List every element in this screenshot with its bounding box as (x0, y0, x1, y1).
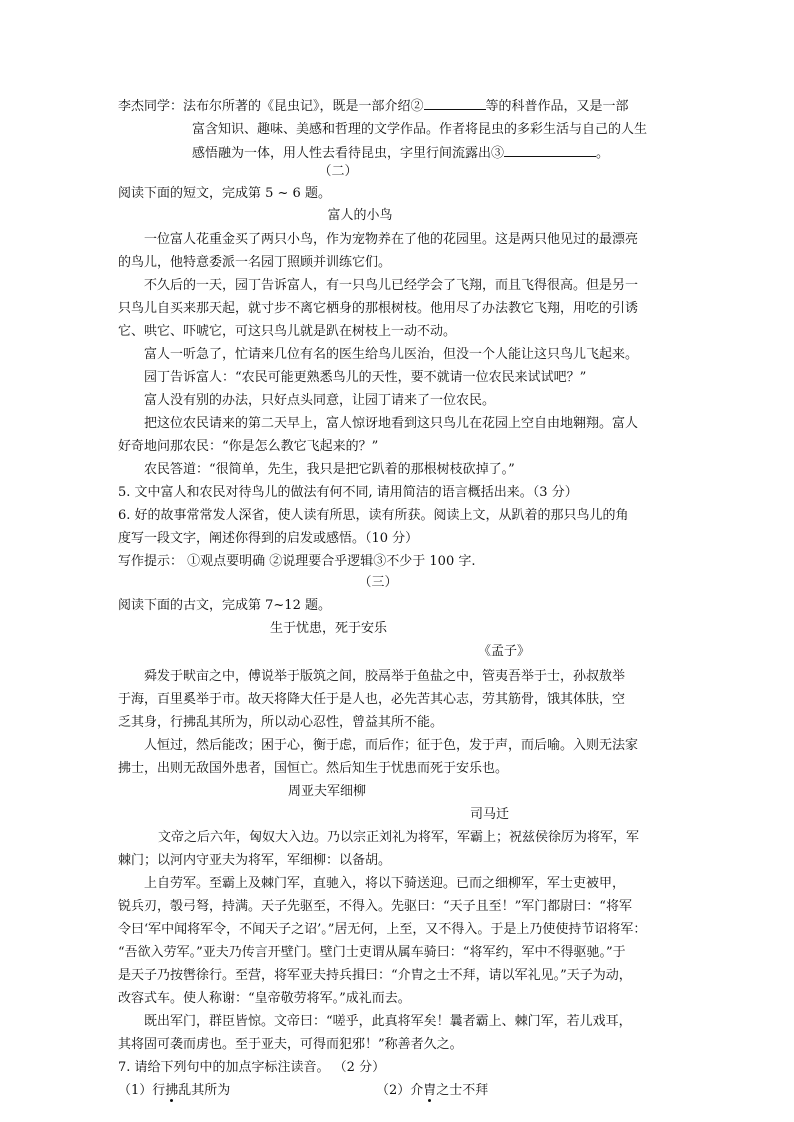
story-line: 园丁告诉富人：“农民可能更熟悉鸟儿的天性，要不就请一位农民来试试吧？” (144, 370, 587, 385)
story-line: 的鸟儿，他特意委派一名园丁照顾并训练它们。 (118, 255, 392, 270)
section2-instruction: 阅读下面的短文，完成第 5 ~ 6 题。 (118, 186, 331, 201)
intro-text: 李杰同学：法布尔所著的《昆虫记》，既是一部介绍② (118, 99, 424, 114)
dotted-character: 拂 (165, 1083, 179, 1098)
classical-line: 既出军门，群臣皆惊。文帝曰：“嗟乎，此真将军矣！曩者霸上、棘门军，若儿戏耳， (144, 1014, 632, 1029)
classical-title-2: 周亚夫军细柳 (288, 784, 367, 799)
classical-line: 锐兵刃，彀弓弩，持满。天子先驱至，不得入。先驱曰：“天子且至！”军门都尉曰：“将军 (118, 899, 632, 914)
intro-line-3 (118, 143, 752, 163)
story-line: 富人一听急了，忙请来几位有名的医生给鸟儿医治，但没一个人能让这只鸟儿飞起来。 (144, 347, 639, 362)
classical-line: 是天子乃按辔徐行。至营，将军亚夫持兵揖曰：“介胄之士不拜，请以军礼见。”天子为动， (118, 968, 632, 983)
classical-line: 拂士，出则无敌国外患者，国恒亡。然后知生于忧患而死于安乐也。 (118, 761, 509, 776)
story-line: 它、哄它、吓唬它，可这只鸟儿就是趴在树枝上一动不动。 (118, 324, 457, 339)
intro-text: 等的科普作品，又是一部 (485, 99, 629, 114)
intro-line-1 (118, 96, 678, 116)
classical-line: “吾欲入劳军。”亚夫乃传言开壁门。壁门士吏谓从属车骑曰：“将军约，军中不得驱驰。”于 (118, 945, 626, 960)
question-7: 7. 请给下列句中的加点字标注读音。 （2 分） (118, 1060, 386, 1075)
classical-line: 人恒过，然后能改；困于心，衡于虑，而后作；征于色，发于声，而后喻。入则无法家 (144, 738, 639, 753)
classical-line: 乏其身，行拂乱其所为，所以动心忍性，曾益其所不能。 (118, 715, 444, 730)
classical-line: 其将固可袭而虏也。至于亚夫，可得而犯邪！”称善者久之。 (118, 1037, 463, 1052)
classical-title-1: 生于忧患，死于安乐 (270, 621, 388, 636)
classical-line: 上自劳军。至霸上及棘门军，直驰入，将以下骑送迎。已而之细柳军，军士吏被甲， (144, 876, 626, 891)
section-heading-2: （二） (318, 164, 358, 179)
question-6-line-2: 度写一段文字，阐述你得到的启发或感悟。（10 分） (118, 531, 419, 546)
intro-line-2: 富含知识、趣味、美感和哲理的文学作品。作者将昆虫的多彩生活与自己的人生 (192, 122, 648, 137)
question-5: 5. 文中富人和农民对待鸟儿的做法有何不同, 请用简洁的语言概括出来。（3 分） (118, 485, 578, 500)
story-title: 富人的小鸟 (327, 208, 393, 223)
story-line: 一位富人花重金买了两只小鸟，作为宠物养在了他的花园里。这是两只他见过的最漂亮 (144, 232, 639, 247)
question-7-item-2: （2）介胄之士不拜 (376, 1083, 489, 1098)
section3-instruction: 阅读下面的古文，完成第 7~12 题。 (118, 598, 331, 613)
answer-blank-3[interactable] (504, 143, 596, 157)
story-line: 只鸟儿自买来那天起，就寸步不离它栖身的那根树枝。他用尽了办法教它飞翔，用吃的引诱 (118, 301, 639, 316)
classical-line: 棘门；以河内守亚夫为将军，军细柳：以备胡。 (118, 853, 392, 868)
story-line: 农民答道：“很简单，先生，我只是把它趴着的那根树枝砍掉了。” (144, 462, 515, 477)
writing-tips: 写作提示： ①观点要明确 ②说理要合乎逻辑③不少于 100 字. (118, 554, 476, 569)
classical-line: 文帝之后六年，匈奴大入边。乃以宗正刘礼为将军，军霸上；祝兹侯徐厉为将军，军 (158, 830, 640, 845)
classical-line: 于海，百里奚举于市。故天将降大任于是人也，必先苦其心志，劳其筋骨，饿其体肤，空 (118, 692, 626, 707)
intro-text: 。 (596, 146, 610, 161)
story-line: 富人没有别的办法，只好点头同意，让园丁请来了一位农民。 (144, 393, 496, 408)
classical-author-2: 司马迁 (470, 807, 510, 822)
section-heading-3: （三） (358, 575, 398, 590)
classical-author-1: 《孟子》 (478, 644, 531, 659)
classical-line: 舜发于畎亩之中，傅说举于版筑之间，胶鬲举于鱼盐之中，管夷吾举于士，孙叔敖举 (144, 669, 626, 684)
classical-line: 令曰‘军中闻将军令，不闻天子之诏’。”居无何，上至，又不得入。于是上乃使使持节诏将军： (118, 922, 647, 937)
question-7-item-1: （1）行拂乱其所为 (118, 1083, 231, 1098)
story-line: 好奇地问那农民：“你是怎么教它飞起来的？” (118, 439, 379, 454)
question-6-line-1: 6. 好的故事常常发人深省，使人读有所思，读有所获。阅读上文，从趴着的那只鸟儿的角 (118, 508, 629, 523)
intro-text: 感悟融为一体，用人性去看待昆虫，字里行间流露出③ (192, 146, 505, 161)
story-line: 不久后的一天，园丁告诉富人，有一只鸟儿已经学会了飞翔，而且飞得很高。但是另一 (144, 278, 639, 293)
story-line: 把这位农民请来的第二天早上，富人惊讶地看到这只鸟儿在花园上空自由地翱翔。富人 (144, 416, 639, 431)
answer-blank-2[interactable] (424, 96, 486, 110)
classical-line: 改容式车。使人称谢：“皇帝敬劳将军。”成礼而去。 (118, 991, 411, 1006)
dotted-character: 胄 (423, 1083, 437, 1098)
